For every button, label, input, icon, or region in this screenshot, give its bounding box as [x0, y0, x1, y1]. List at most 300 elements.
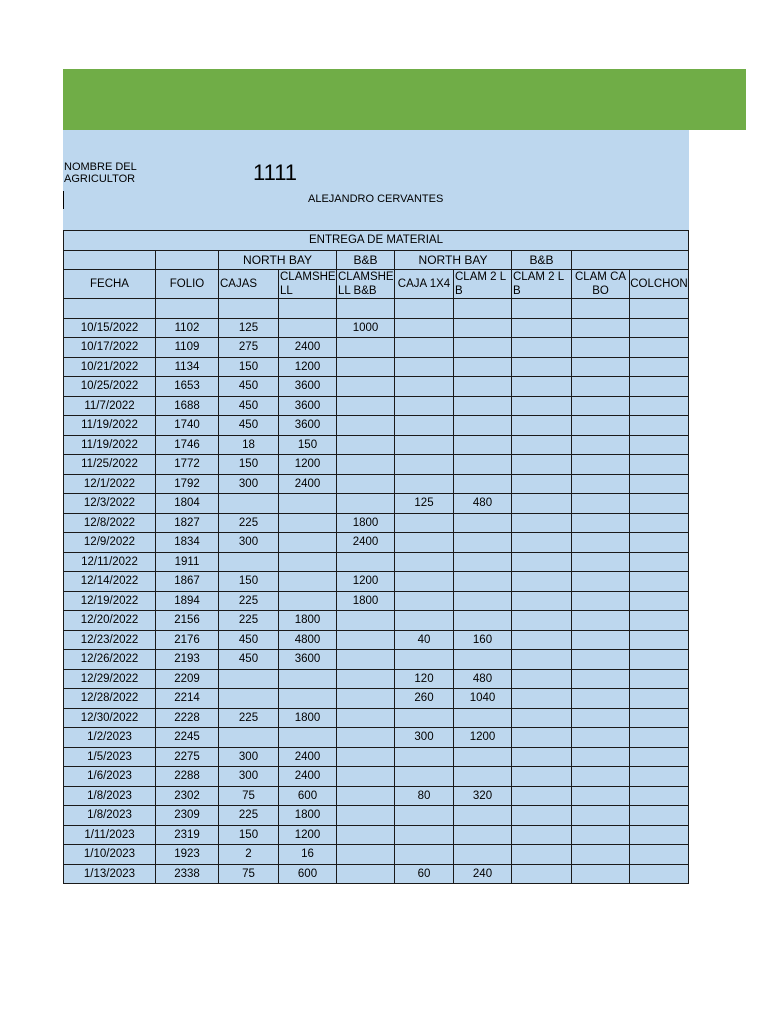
table-row — [64, 845, 689, 865]
cell-clam-2lb — [454, 318, 512, 338]
cell-colchon — [630, 533, 689, 553]
cell-clamshell-bb — [337, 845, 395, 865]
cell-clam-2lb — [454, 747, 512, 767]
header-colchon: COLCHON — [630, 270, 689, 299]
cell-clamshell-bb — [337, 377, 395, 397]
cell-folio: 1688 — [156, 396, 219, 416]
cell-clam-2lb-bb — [512, 533, 572, 553]
cell-fecha: 12/30/2022 — [64, 708, 156, 728]
table-row — [64, 455, 689, 475]
cell-folio: 2156 — [156, 611, 219, 631]
cell-clam-cabo — [572, 416, 630, 436]
cell-colchon — [630, 318, 689, 338]
cell-clamshell-bb — [337, 630, 395, 650]
cell-clamshell — [279, 591, 337, 611]
cell-colchon — [630, 825, 689, 845]
header-banner — [63, 69, 746, 130]
cell-clam-cabo — [572, 630, 630, 650]
cell-fecha: 11/7/2022 — [64, 396, 156, 416]
cell-caja-1x4 — [395, 474, 454, 494]
cell-cajas: 75 — [219, 786, 279, 806]
farmer-info — [63, 130, 689, 230]
cell-clam-2lb — [454, 767, 512, 787]
cell-colchon — [630, 591, 689, 611]
table-row — [64, 494, 689, 514]
cell-clam-cabo — [572, 747, 630, 767]
cell-colchon — [630, 396, 689, 416]
cell-clamshell-bb — [337, 611, 395, 631]
cell-folio: 1792 — [156, 474, 219, 494]
cell-fecha: 11/19/2022 — [64, 416, 156, 436]
cell-clam-cabo — [572, 513, 630, 533]
cell-fecha: 12/26/2022 — [64, 650, 156, 670]
group-empty — [572, 250, 689, 270]
cell-folio: 2176 — [156, 630, 219, 650]
cell-cajas: 150 — [219, 455, 279, 475]
cell-clam-2lb-bb — [512, 747, 572, 767]
cell-clam-2lb-bb — [512, 572, 572, 592]
cell-clam-2lb — [454, 591, 512, 611]
cell-clamshell: 3600 — [279, 396, 337, 416]
cell-cajas: 18 — [219, 435, 279, 455]
cell-clam-cabo — [572, 357, 630, 377]
cell-fecha: 10/17/2022 — [64, 338, 156, 358]
cell-clamshell-bb — [337, 650, 395, 670]
cell-clam-2lb — [454, 338, 512, 358]
cell-clamshell-bb: 1000 — [337, 318, 395, 338]
cell-cajas: 300 — [219, 474, 279, 494]
cell-caja-1x4: 300 — [395, 728, 454, 748]
cell-folio: 2338 — [156, 864, 219, 884]
cell-caja-1x4: 40 — [395, 630, 454, 650]
cell-clam-cabo — [572, 650, 630, 670]
cell-clamshell — [279, 494, 337, 514]
cell-caja-1x4 — [395, 416, 454, 436]
cell-cursor-mark — [63, 191, 64, 209]
cell-clam-cabo — [572, 767, 630, 787]
cell-folio: 2193 — [156, 650, 219, 670]
table-row — [64, 630, 689, 650]
cell-cajas: 225 — [219, 806, 279, 826]
cell-caja-1x4 — [395, 845, 454, 865]
cell-clamshell: 1800 — [279, 708, 337, 728]
table-title: ENTREGA DE MATERIAL — [64, 231, 689, 251]
cell-clam-cabo — [572, 591, 630, 611]
spacer-cell — [572, 299, 630, 319]
cell-clam-cabo — [572, 552, 630, 572]
cell-clamshell-bb: 2400 — [337, 533, 395, 553]
spacer-cell — [64, 299, 156, 319]
cell-clam-2lb: 160 — [454, 630, 512, 650]
cell-clam-2lb-bb — [512, 357, 572, 377]
group-empty — [156, 250, 219, 270]
cell-folio: 2228 — [156, 708, 219, 728]
table-row — [64, 669, 689, 689]
cell-colchon — [630, 767, 689, 787]
cell-clamshell-bb — [337, 825, 395, 845]
cell-colchon — [630, 708, 689, 728]
cell-fecha: 11/25/2022 — [64, 455, 156, 475]
cell-clam-2lb-bb — [512, 396, 572, 416]
table-row — [64, 474, 689, 494]
header-clamshell: CLAMSHELL — [280, 271, 336, 297]
cell-clamshell: 1200 — [279, 455, 337, 475]
table-row — [64, 357, 689, 377]
cell-clam-2lb-bb — [512, 806, 572, 826]
cell-clam-2lb-bb — [512, 455, 572, 475]
cell-clam-cabo — [572, 845, 630, 865]
cell-fecha: 10/15/2022 — [64, 318, 156, 338]
cell-clamshell-bb — [337, 747, 395, 767]
spacer-cell — [279, 299, 337, 319]
cell-colchon — [630, 728, 689, 748]
cell-clamshell-bb: 1800 — [337, 591, 395, 611]
cell-clam-cabo — [572, 494, 630, 514]
cell-clamshell-bb — [337, 669, 395, 689]
table-row — [64, 708, 689, 728]
cell-folio: 1894 — [156, 591, 219, 611]
cell-clam-cabo — [572, 474, 630, 494]
cell-fecha: 12/1/2022 — [64, 474, 156, 494]
cell-clamshell — [279, 318, 337, 338]
cell-clam-cabo — [572, 377, 630, 397]
cell-clam-2lb-bb — [512, 767, 572, 787]
cell-clamshell: 16 — [279, 845, 337, 865]
cell-colchon — [630, 864, 689, 884]
cell-clam-2lb-bb — [512, 416, 572, 436]
material-table — [63, 230, 689, 884]
cell-folio: 2245 — [156, 728, 219, 748]
cell-cajas — [219, 494, 279, 514]
table-row — [64, 767, 689, 787]
table-row — [64, 513, 689, 533]
farmer-id: 1111 — [253, 160, 298, 185]
cell-caja-1x4 — [395, 435, 454, 455]
cell-colchon — [630, 513, 689, 533]
cell-clam-2lb — [454, 845, 512, 865]
cell-clam-2lb — [454, 533, 512, 553]
cell-caja-1x4: 260 — [395, 689, 454, 709]
cell-colchon — [630, 494, 689, 514]
cell-colchon — [630, 650, 689, 670]
header-clam-cabo: CLAM CABO — [572, 270, 630, 299]
cell-folio: 1772 — [156, 455, 219, 475]
header-clam-2lb-bb: CLAM 2 LB — [512, 270, 572, 299]
cell-cajas: 150 — [219, 357, 279, 377]
cell-clamshell-bb — [337, 455, 395, 475]
table-row — [64, 572, 689, 592]
table-row — [64, 786, 689, 806]
cell-clamshell: 2400 — [279, 338, 337, 358]
cell-folio: 1867 — [156, 572, 219, 592]
cell-clamshell: 600 — [279, 786, 337, 806]
cell-cajas: 450 — [219, 416, 279, 436]
cell-fecha: 12/23/2022 — [64, 630, 156, 650]
cell-clam-2lb — [454, 650, 512, 670]
cell-clam-cabo — [572, 864, 630, 884]
cell-colchon — [630, 357, 689, 377]
cell-clamshell: 3600 — [279, 650, 337, 670]
cell-clamshell — [279, 689, 337, 709]
cell-clam-2lb — [454, 611, 512, 631]
cell-clamshell: 1200 — [279, 825, 337, 845]
cell-clam-2lb — [454, 474, 512, 494]
cell-colchon — [630, 611, 689, 631]
cell-caja-1x4 — [395, 708, 454, 728]
cell-colchon — [630, 630, 689, 650]
cell-clamshell: 2400 — [279, 767, 337, 787]
cell-folio: 1740 — [156, 416, 219, 436]
cell-clam-cabo — [572, 669, 630, 689]
cell-fecha: 1/5/2023 — [64, 747, 156, 767]
table-row — [64, 338, 689, 358]
table-row — [64, 747, 689, 767]
cell-clamshell: 150 — [279, 435, 337, 455]
cell-clamshell-bb: 1800 — [337, 513, 395, 533]
cell-fecha: 12/14/2022 — [64, 572, 156, 592]
cell-clam-2lb — [454, 377, 512, 397]
group-empty — [64, 250, 156, 270]
cell-colchon — [630, 474, 689, 494]
cell-folio: 1746 — [156, 435, 219, 455]
table-row — [64, 396, 689, 416]
cell-clam-2lb-bb — [512, 591, 572, 611]
header-clamshell-bb: CLAMSHELL B&B — [338, 271, 394, 297]
group-bb: B&B — [337, 250, 395, 270]
cell-clam-2lb-bb — [512, 630, 572, 650]
cell-clam-2lb-bb — [512, 845, 572, 865]
cell-clam-cabo — [572, 533, 630, 553]
cell-caja-1x4 — [395, 318, 454, 338]
cell-clam-cabo — [572, 611, 630, 631]
cell-clam-2lb-bb — [512, 825, 572, 845]
cell-clamshell: 600 — [279, 864, 337, 884]
cell-folio: 2214 — [156, 689, 219, 709]
cell-colchon — [630, 416, 689, 436]
cell-cajas: 300 — [219, 767, 279, 787]
cell-fecha: 1/8/2023 — [64, 786, 156, 806]
cell-cajas: 300 — [219, 533, 279, 553]
cell-clamshell — [279, 552, 337, 572]
cell-clam-2lb-bb — [512, 611, 572, 631]
cell-folio: 2309 — [156, 806, 219, 826]
cell-clamshell — [279, 669, 337, 689]
cell-fecha: 1/11/2023 — [64, 825, 156, 845]
cell-folio: 1911 — [156, 552, 219, 572]
cell-cajas — [219, 728, 279, 748]
cell-colchon — [630, 552, 689, 572]
table-row — [64, 806, 689, 826]
cell-folio: 2275 — [156, 747, 219, 767]
cell-colchon — [630, 572, 689, 592]
cell-colchon — [630, 669, 689, 689]
cell-clam-cabo — [572, 689, 630, 709]
cell-clamshell: 2400 — [279, 747, 337, 767]
cell-clam-cabo — [572, 318, 630, 338]
cell-caja-1x4 — [395, 533, 454, 553]
cell-clam-2lb: 1040 — [454, 689, 512, 709]
cell-clam-2lb — [454, 572, 512, 592]
table-row — [64, 435, 689, 455]
cell-clamshell-bb — [337, 552, 395, 572]
cell-clam-2lb-bb — [512, 689, 572, 709]
cell-clam-2lb-bb — [512, 708, 572, 728]
spacer-cell — [395, 299, 454, 319]
cell-caja-1x4 — [395, 513, 454, 533]
cell-cajas: 300 — [219, 747, 279, 767]
cell-clam-2lb-bb — [512, 494, 572, 514]
header-cajas: CAJAS — [219, 270, 279, 299]
cell-clam-2lb — [454, 396, 512, 416]
cell-colchon — [630, 455, 689, 475]
cell-folio: 1109 — [156, 338, 219, 358]
cell-caja-1x4 — [395, 806, 454, 826]
cell-cajas: 75 — [219, 864, 279, 884]
cell-clamshell-bb: 1200 — [337, 572, 395, 592]
cell-caja-1x4 — [395, 767, 454, 787]
cell-clamshell-bb — [337, 494, 395, 514]
table-row — [64, 689, 689, 709]
cell-caja-1x4: 60 — [395, 864, 454, 884]
cell-clam-2lb — [454, 416, 512, 436]
cell-clamshell-bb — [337, 806, 395, 826]
cell-folio: 1134 — [156, 357, 219, 377]
farmer-name: ALEJANDRO CERVANTES — [308, 193, 444, 205]
cell-clam-2lb-bb — [512, 728, 572, 748]
cell-fecha: 12/20/2022 — [64, 611, 156, 631]
cell-clam-2lb-bb — [512, 864, 572, 884]
cell-clamshell — [279, 572, 337, 592]
cell-folio: 1102 — [156, 318, 219, 338]
cell-fecha: 11/19/2022 — [64, 435, 156, 455]
cell-caja-1x4: 125 — [395, 494, 454, 514]
cell-fecha: 1/6/2023 — [64, 767, 156, 787]
cell-clam-2lb-bb — [512, 435, 572, 455]
cell-caja-1x4 — [395, 611, 454, 631]
cell-clam-2lb-bb — [512, 338, 572, 358]
cell-clam-cabo — [572, 435, 630, 455]
cell-clamshell-bb — [337, 689, 395, 709]
table-row — [64, 825, 689, 845]
table-row — [64, 416, 689, 436]
group-bb: B&B — [512, 250, 572, 270]
cell-fecha: 12/29/2022 — [64, 669, 156, 689]
cell-clam-cabo — [572, 396, 630, 416]
cell-cajas: 125 — [219, 318, 279, 338]
cell-caja-1x4: 120 — [395, 669, 454, 689]
cell-clamshell-bb — [337, 728, 395, 748]
cell-clam-2lb — [454, 513, 512, 533]
cell-clam-2lb: 480 — [454, 494, 512, 514]
cell-clamshell-bb — [337, 474, 395, 494]
cell-fecha: 12/28/2022 — [64, 689, 156, 709]
table-row — [64, 591, 689, 611]
cell-clam-cabo — [572, 728, 630, 748]
cell-cajas: 2 — [219, 845, 279, 865]
cell-caja-1x4: 80 — [395, 786, 454, 806]
cell-clam-2lb-bb — [512, 552, 572, 572]
cell-cajas: 150 — [219, 572, 279, 592]
cell-clam-cabo — [572, 338, 630, 358]
table-row — [64, 377, 689, 397]
cell-clam-2lb — [454, 455, 512, 475]
cell-colchon — [630, 435, 689, 455]
cell-caja-1x4 — [395, 396, 454, 416]
group-north-bay: NORTH BAY — [395, 250, 512, 270]
cell-cajas — [219, 552, 279, 572]
cell-folio: 2302 — [156, 786, 219, 806]
cell-cajas: 225 — [219, 708, 279, 728]
spacer-cell — [454, 299, 512, 319]
spacer-cell — [630, 299, 689, 319]
cell-cajas: 450 — [219, 650, 279, 670]
spacer-cell — [337, 299, 395, 319]
cell-cajas: 225 — [219, 611, 279, 631]
table-row — [64, 533, 689, 553]
spacer-cell — [512, 299, 572, 319]
cell-clamshell-bb — [337, 416, 395, 436]
cell-cajas: 225 — [219, 513, 279, 533]
table-row — [64, 864, 689, 884]
cell-colchon — [630, 747, 689, 767]
cell-caja-1x4 — [395, 747, 454, 767]
cell-caja-1x4 — [395, 825, 454, 845]
cell-caja-1x4 — [395, 338, 454, 358]
cell-caja-1x4 — [395, 357, 454, 377]
table-row — [64, 552, 689, 572]
cell-colchon — [630, 845, 689, 865]
cell-colchon — [630, 377, 689, 397]
cell-fecha: 10/25/2022 — [64, 377, 156, 397]
cell-clamshell — [279, 533, 337, 553]
cell-fecha: 1/10/2023 — [64, 845, 156, 865]
cell-clamshell — [279, 513, 337, 533]
farmer-label: NOMBRE DEL AGRICULTOR — [64, 161, 137, 185]
cell-fecha: 12/11/2022 — [64, 552, 156, 572]
cell-colchon — [630, 338, 689, 358]
cell-clam-2lb — [454, 708, 512, 728]
cell-clam-2lb — [454, 552, 512, 572]
cell-colchon — [630, 786, 689, 806]
header-clam-2lb: CLAM 2 LB — [454, 270, 512, 299]
cell-clamshell-bb — [337, 786, 395, 806]
cell-cajas: 450 — [219, 630, 279, 650]
header-fecha: FECHA — [64, 270, 156, 299]
cell-cajas: 450 — [219, 377, 279, 397]
cell-colchon — [630, 689, 689, 709]
cell-clam-cabo — [572, 786, 630, 806]
cell-clam-2lb-bb — [512, 669, 572, 689]
cell-clam-2lb-bb — [512, 474, 572, 494]
cell-clamshell-bb — [337, 338, 395, 358]
cell-clam-cabo — [572, 825, 630, 845]
cell-clamshell: 1800 — [279, 806, 337, 826]
cell-clam-2lb: 320 — [454, 786, 512, 806]
cell-clam-2lb: 240 — [454, 864, 512, 884]
cell-clamshell: 3600 — [279, 416, 337, 436]
cell-folio: 1804 — [156, 494, 219, 514]
cell-clamshell-bb — [337, 708, 395, 728]
cell-caja-1x4 — [395, 572, 454, 592]
cell-cajas: 450 — [219, 396, 279, 416]
cell-fecha: 12/19/2022 — [64, 591, 156, 611]
spacer-cell — [219, 299, 279, 319]
cell-clamshell-bb — [337, 396, 395, 416]
cell-clam-2lb — [454, 806, 512, 826]
cell-clam-2lb-bb — [512, 786, 572, 806]
cell-clam-2lb-bb — [512, 318, 572, 338]
cell-clamshell: 4800 — [279, 630, 337, 650]
